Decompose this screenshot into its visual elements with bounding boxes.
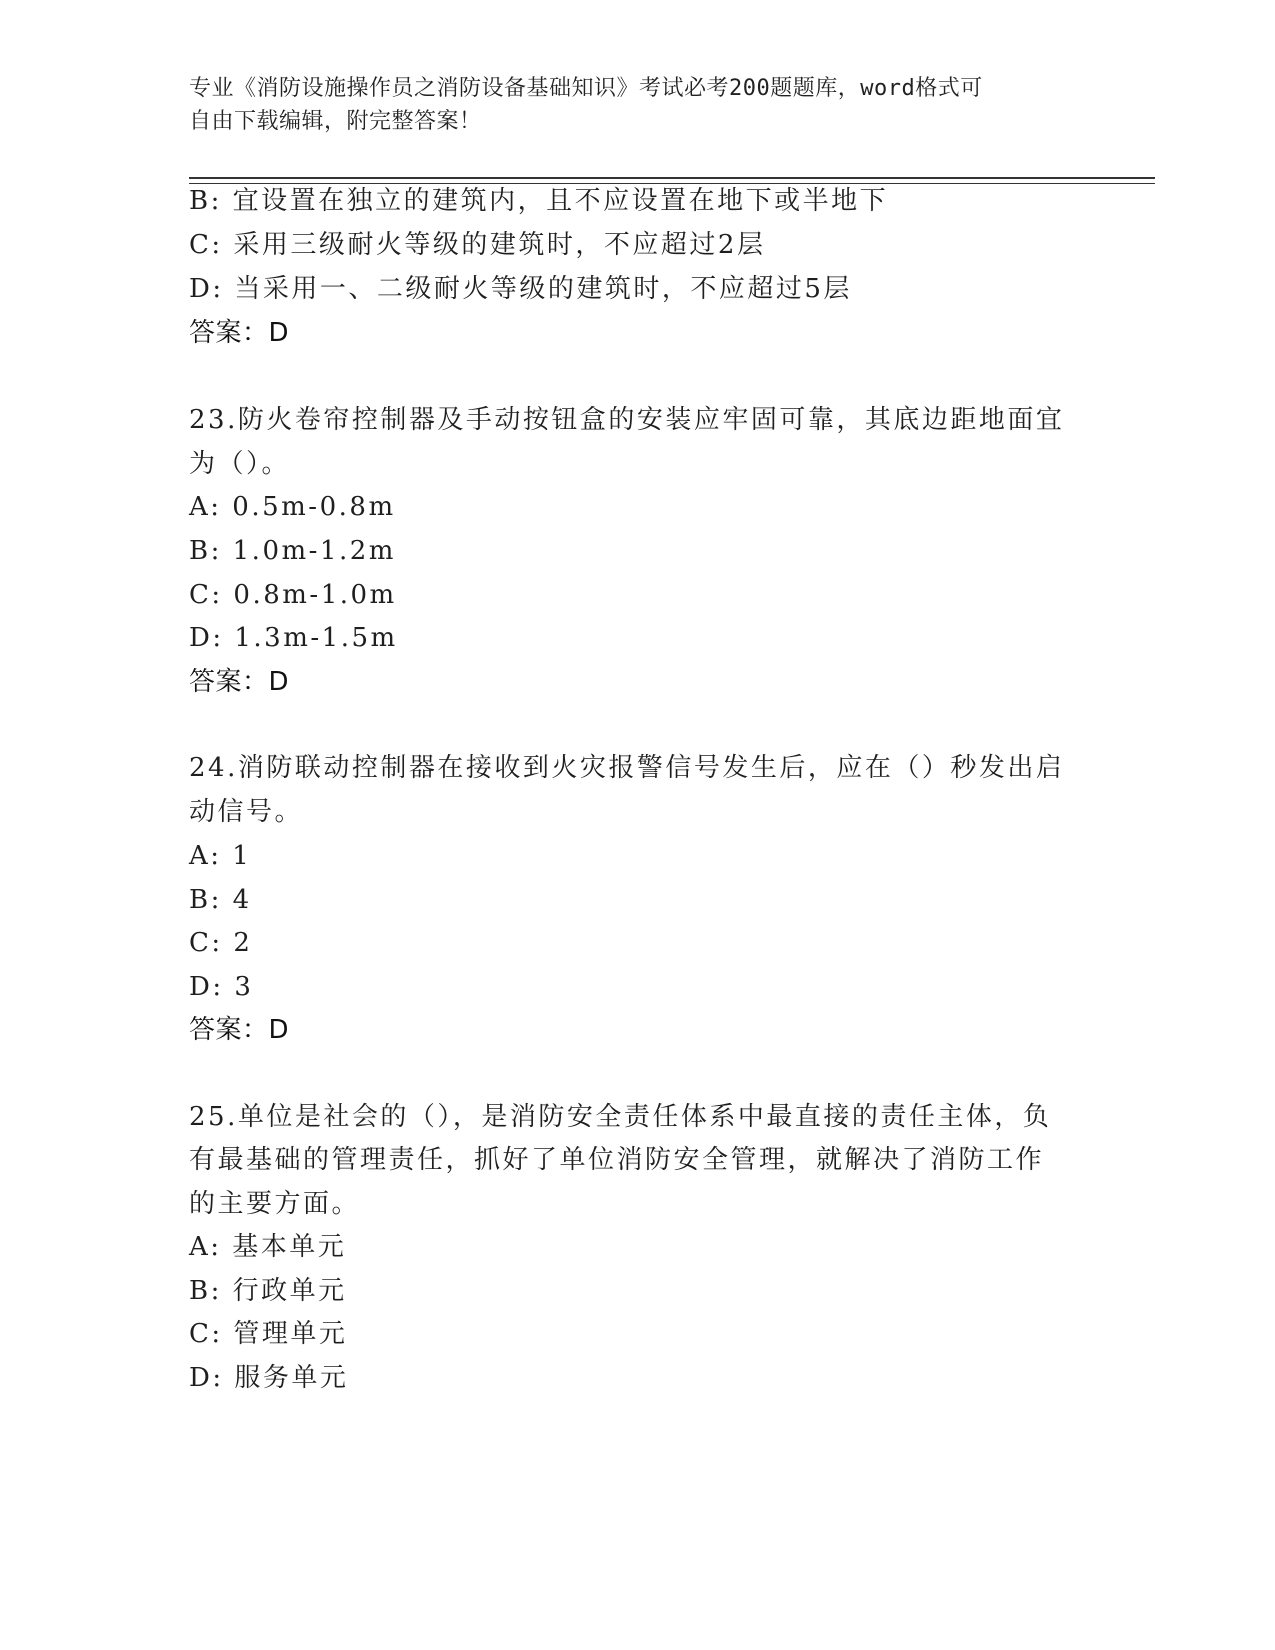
header-rule-thick	[189, 177, 1155, 179]
question-stem-line: 为（）。	[189, 449, 291, 479]
question-stem-line: 25.单位是社会的（），是消防安全责任体系中最直接的责任主体，负	[189, 1102, 1052, 1132]
option-line: A: 基本单元	[189, 1232, 347, 1262]
option-line: B: 宜设置在独立的建筑内，且不应设置在地下或半地下	[189, 186, 889, 216]
option-line: D: 服务单元	[189, 1363, 349, 1393]
answer-line: 答案：D	[189, 318, 290, 348]
option-line: D: 1.3m-1.5m	[189, 623, 398, 653]
option-line: B: 1.0m-1.2m	[189, 536, 396, 566]
option-line: C: 管理单元	[189, 1319, 348, 1349]
answer-line: 答案：D	[189, 1015, 290, 1045]
option-line: B: 4	[189, 885, 252, 915]
option-line: C: 0.8m-1.0m	[189, 580, 397, 610]
option-line: B: 行政单元	[189, 1276, 347, 1306]
answer-line: 答案：D	[189, 667, 290, 697]
question-stem-line: 动信号。	[189, 797, 304, 827]
question-stem-line: 的主要方面。	[189, 1189, 361, 1219]
option-line: D: 当采用一、二级耐火等级的建筑时，不应超过5层	[189, 274, 852, 304]
question-stem-line: 24.消防联动控制器在接收到火灾报警信号发生后，应在（）秒发出启	[189, 753, 1065, 783]
option-line: C: 2	[189, 928, 253, 958]
question-stem-line: 23.防火卷帘控制器及手动按钮盒的安装应牢固可靠，其底边距地面宜	[189, 405, 1065, 435]
option-line: A: 1	[189, 841, 252, 871]
header-line-1: 专业《消防设施操作员之消防设备基础知识》考试必考200题题库，word格式可	[189, 76, 983, 101]
header-line-2: 自由下载编辑，附完整答案！	[189, 109, 482, 134]
question-stem-line: 有最基础的管理责任，抓好了单位消防安全管理，就解决了消防工作	[189, 1145, 1045, 1175]
option-line: D: 3	[189, 972, 254, 1002]
option-line: A: 0.5m-0.8m	[189, 492, 396, 522]
document-header	[189, 72, 1089, 138]
option-line: C: 采用三级耐火等级的建筑时，不应超过2层	[189, 230, 766, 260]
